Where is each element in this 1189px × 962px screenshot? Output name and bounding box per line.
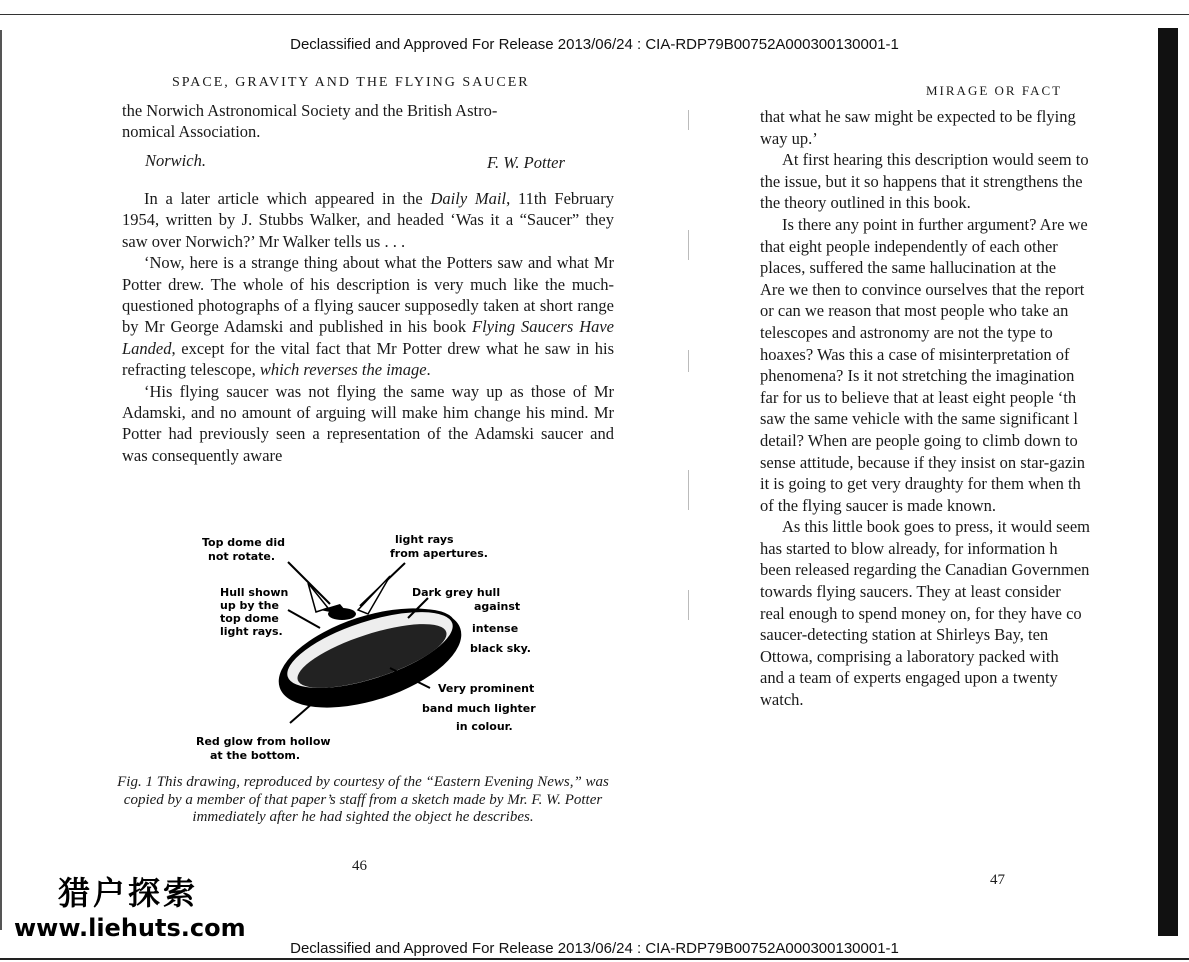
emphasis: which reverses the image bbox=[259, 360, 427, 380]
text-line: the Norwich Astronomical Society and the British Astro- bbox=[122, 101, 498, 120]
saucer-drawing bbox=[190, 528, 550, 768]
right-body-text bbox=[760, 106, 1158, 726]
text-line: the theory outlined in this book. bbox=[760, 193, 971, 213]
label-red-glow: Red glow from hollow bbox=[196, 735, 331, 748]
label-top-dome: not rotate. bbox=[208, 550, 276, 563]
page-number-right: 47 bbox=[990, 872, 1005, 888]
left-edge-line bbox=[0, 30, 2, 930]
text-line: it is going to get very draughty for them when th bbox=[760, 474, 1081, 494]
figure-caption: Fig. 1 This drawing, reproduced by courtesy of the “Eastern Evening News,” was copied by a member of that paper’s staff from a sketch made by Mr. F. W. Potter immediately after he had sighted the object he describes. bbox=[117, 774, 609, 826]
text-line: real enough to spend money on, for they have co bbox=[760, 603, 1082, 623]
left-body-text bbox=[122, 188, 614, 466]
label-light-rays: from apertures. bbox=[390, 547, 488, 560]
text-line: of the flying saucer is made known. bbox=[760, 495, 996, 515]
text-line: places, suffered the same hallucination at the bbox=[760, 258, 1057, 278]
text-line: hoaxes? Was this a case of misinterpretation of bbox=[760, 344, 1070, 364]
text-line: has started to blow already, for information h bbox=[760, 538, 1058, 558]
text-line: At first hearing this description would seem to bbox=[782, 150, 1089, 170]
text-run: ‘Now, here is a strange thing about what the Potters saw and what Mr Potter drew. The whole of his description is very much like the much-questioned photographs of a flying saucer supposedly taken at short range by Mr George Adamski and published in his book bbox=[122, 253, 614, 337]
label-hull: Hull shown bbox=[220, 586, 289, 599]
text-run: , except for the vital fact that Mr Potter drew what he saw in his refracting telescope, bbox=[122, 338, 614, 380]
text-line: Ottowa, comprising a laboratory packed with bbox=[760, 646, 1059, 666]
text-line: that eight people independently of each other bbox=[760, 236, 1058, 256]
paragraph bbox=[122, 252, 614, 380]
author-signature: F. W. Potter bbox=[487, 153, 565, 172]
label-band: in colour. bbox=[456, 720, 513, 733]
light-ray bbox=[308, 583, 328, 612]
left-running-head: SPACE, GRAVITY AND THE FLYING SAUCER bbox=[172, 75, 530, 90]
gutter-mark bbox=[688, 110, 689, 130]
text-line: and a team of experts engaged upon a twenty bbox=[760, 668, 1058, 688]
text-run: , 11th February 1954, written by J. Stubbs Walker, and headed ‘Was it a “Saucer” they saw over Norwich?’ Mr Walker tells us . . . bbox=[122, 189, 614, 251]
light-ray bbox=[358, 576, 390, 614]
page-number-left: 46 bbox=[352, 858, 367, 874]
book-title: Flying Saucers Have Landed bbox=[122, 317, 615, 358]
scan-edge-bar bbox=[1158, 28, 1178, 936]
text-line: the issue, but it so happens that it strengthens the bbox=[760, 171, 1083, 191]
declassified-banner-bottom: Declassified and Approved For Release 2013/06/24 : CIA-RDP79B00752A000300130001-1 bbox=[290, 940, 899, 957]
right-running-head: MIRAGE OR FACT bbox=[926, 83, 1063, 98]
text-run: . bbox=[426, 360, 431, 380]
text-line: that what he saw might be expected to be flying bbox=[760, 107, 1076, 126]
label-hull: up by the bbox=[220, 599, 279, 612]
text-line: detail? When are people going to climb down to bbox=[760, 430, 1078, 450]
label-dark-grey: black sky. bbox=[470, 642, 531, 655]
text-line: nomical Association. bbox=[122, 122, 261, 142]
paragraph bbox=[122, 188, 614, 252]
gutter-mark bbox=[688, 350, 689, 372]
text-line: telescopes and astronomy are not the type to bbox=[760, 322, 1053, 342]
label-hull: light rays. bbox=[220, 625, 283, 638]
text-line: phenomena? Is it not stretching the imagination bbox=[760, 366, 1075, 386]
label-red-glow: at the bottom. bbox=[210, 749, 301, 762]
gutter-mark bbox=[688, 230, 689, 260]
text-line: Is there any point in further argument? Are we bbox=[782, 214, 1088, 234]
text-line: towards flying saucers. They at least consider bbox=[760, 582, 1061, 602]
label-band: Very prominent bbox=[438, 682, 535, 695]
label-dark-grey: intense bbox=[472, 622, 519, 635]
newspaper-title: Daily Mail bbox=[430, 189, 507, 208]
label-band: band much lighter bbox=[422, 702, 536, 715]
declassified-banner-top: Declassified and Approved For Release 2013/06/24 : CIA-RDP79B00752A000300130001-1 bbox=[290, 36, 899, 53]
paragraph: ‘His flying saucer was not flying the same way up as those of Mr Adamski, and no amount of arguing will make him change his mind. Mr Potter had previously seen a representation of the Adamski saucer and was consequently aware bbox=[122, 381, 614, 465]
text-line: Are we then to convince ourselves that the report bbox=[760, 279, 1085, 299]
text-line: saw the same vehicle with the same significant l bbox=[760, 409, 1078, 429]
text-line: saucer-detecting station at Shirleys Bay, ten bbox=[760, 625, 1049, 645]
text-line: far for us to believe that at least eight people ‘th bbox=[760, 387, 1077, 407]
text-line: sense attitude, because if they insist on star-gazin bbox=[760, 452, 1085, 472]
left-intro-lines bbox=[122, 100, 614, 143]
top-rule bbox=[0, 14, 1189, 15]
label-light-rays: light rays bbox=[395, 533, 454, 546]
gutter-mark bbox=[688, 470, 689, 510]
text-line: or can we reason that most people who take an bbox=[760, 301, 1069, 321]
place-signature: Norwich. bbox=[145, 151, 206, 170]
watermark-logo-chinese: 猎户探索 bbox=[58, 874, 199, 912]
label-top-dome: Top dome did bbox=[202, 536, 286, 549]
gutter-mark bbox=[688, 590, 689, 620]
label-hull: top dome bbox=[220, 612, 279, 625]
text-line: way up.’ bbox=[760, 128, 818, 148]
text-run: In a later article which appeared in the bbox=[144, 189, 431, 208]
label-dark-grey: Dark grey hull bbox=[412, 586, 501, 599]
watermark-url: www.liehuts.com bbox=[14, 914, 246, 942]
label-dark-grey: against bbox=[474, 600, 521, 613]
text-line: been released regarding the Canadian Governmen bbox=[760, 560, 1090, 580]
bottom-rule bbox=[0, 958, 1189, 960]
text-line: As this little book goes to press, it would seem bbox=[782, 517, 1090, 537]
text-line: watch. bbox=[760, 690, 804, 710]
